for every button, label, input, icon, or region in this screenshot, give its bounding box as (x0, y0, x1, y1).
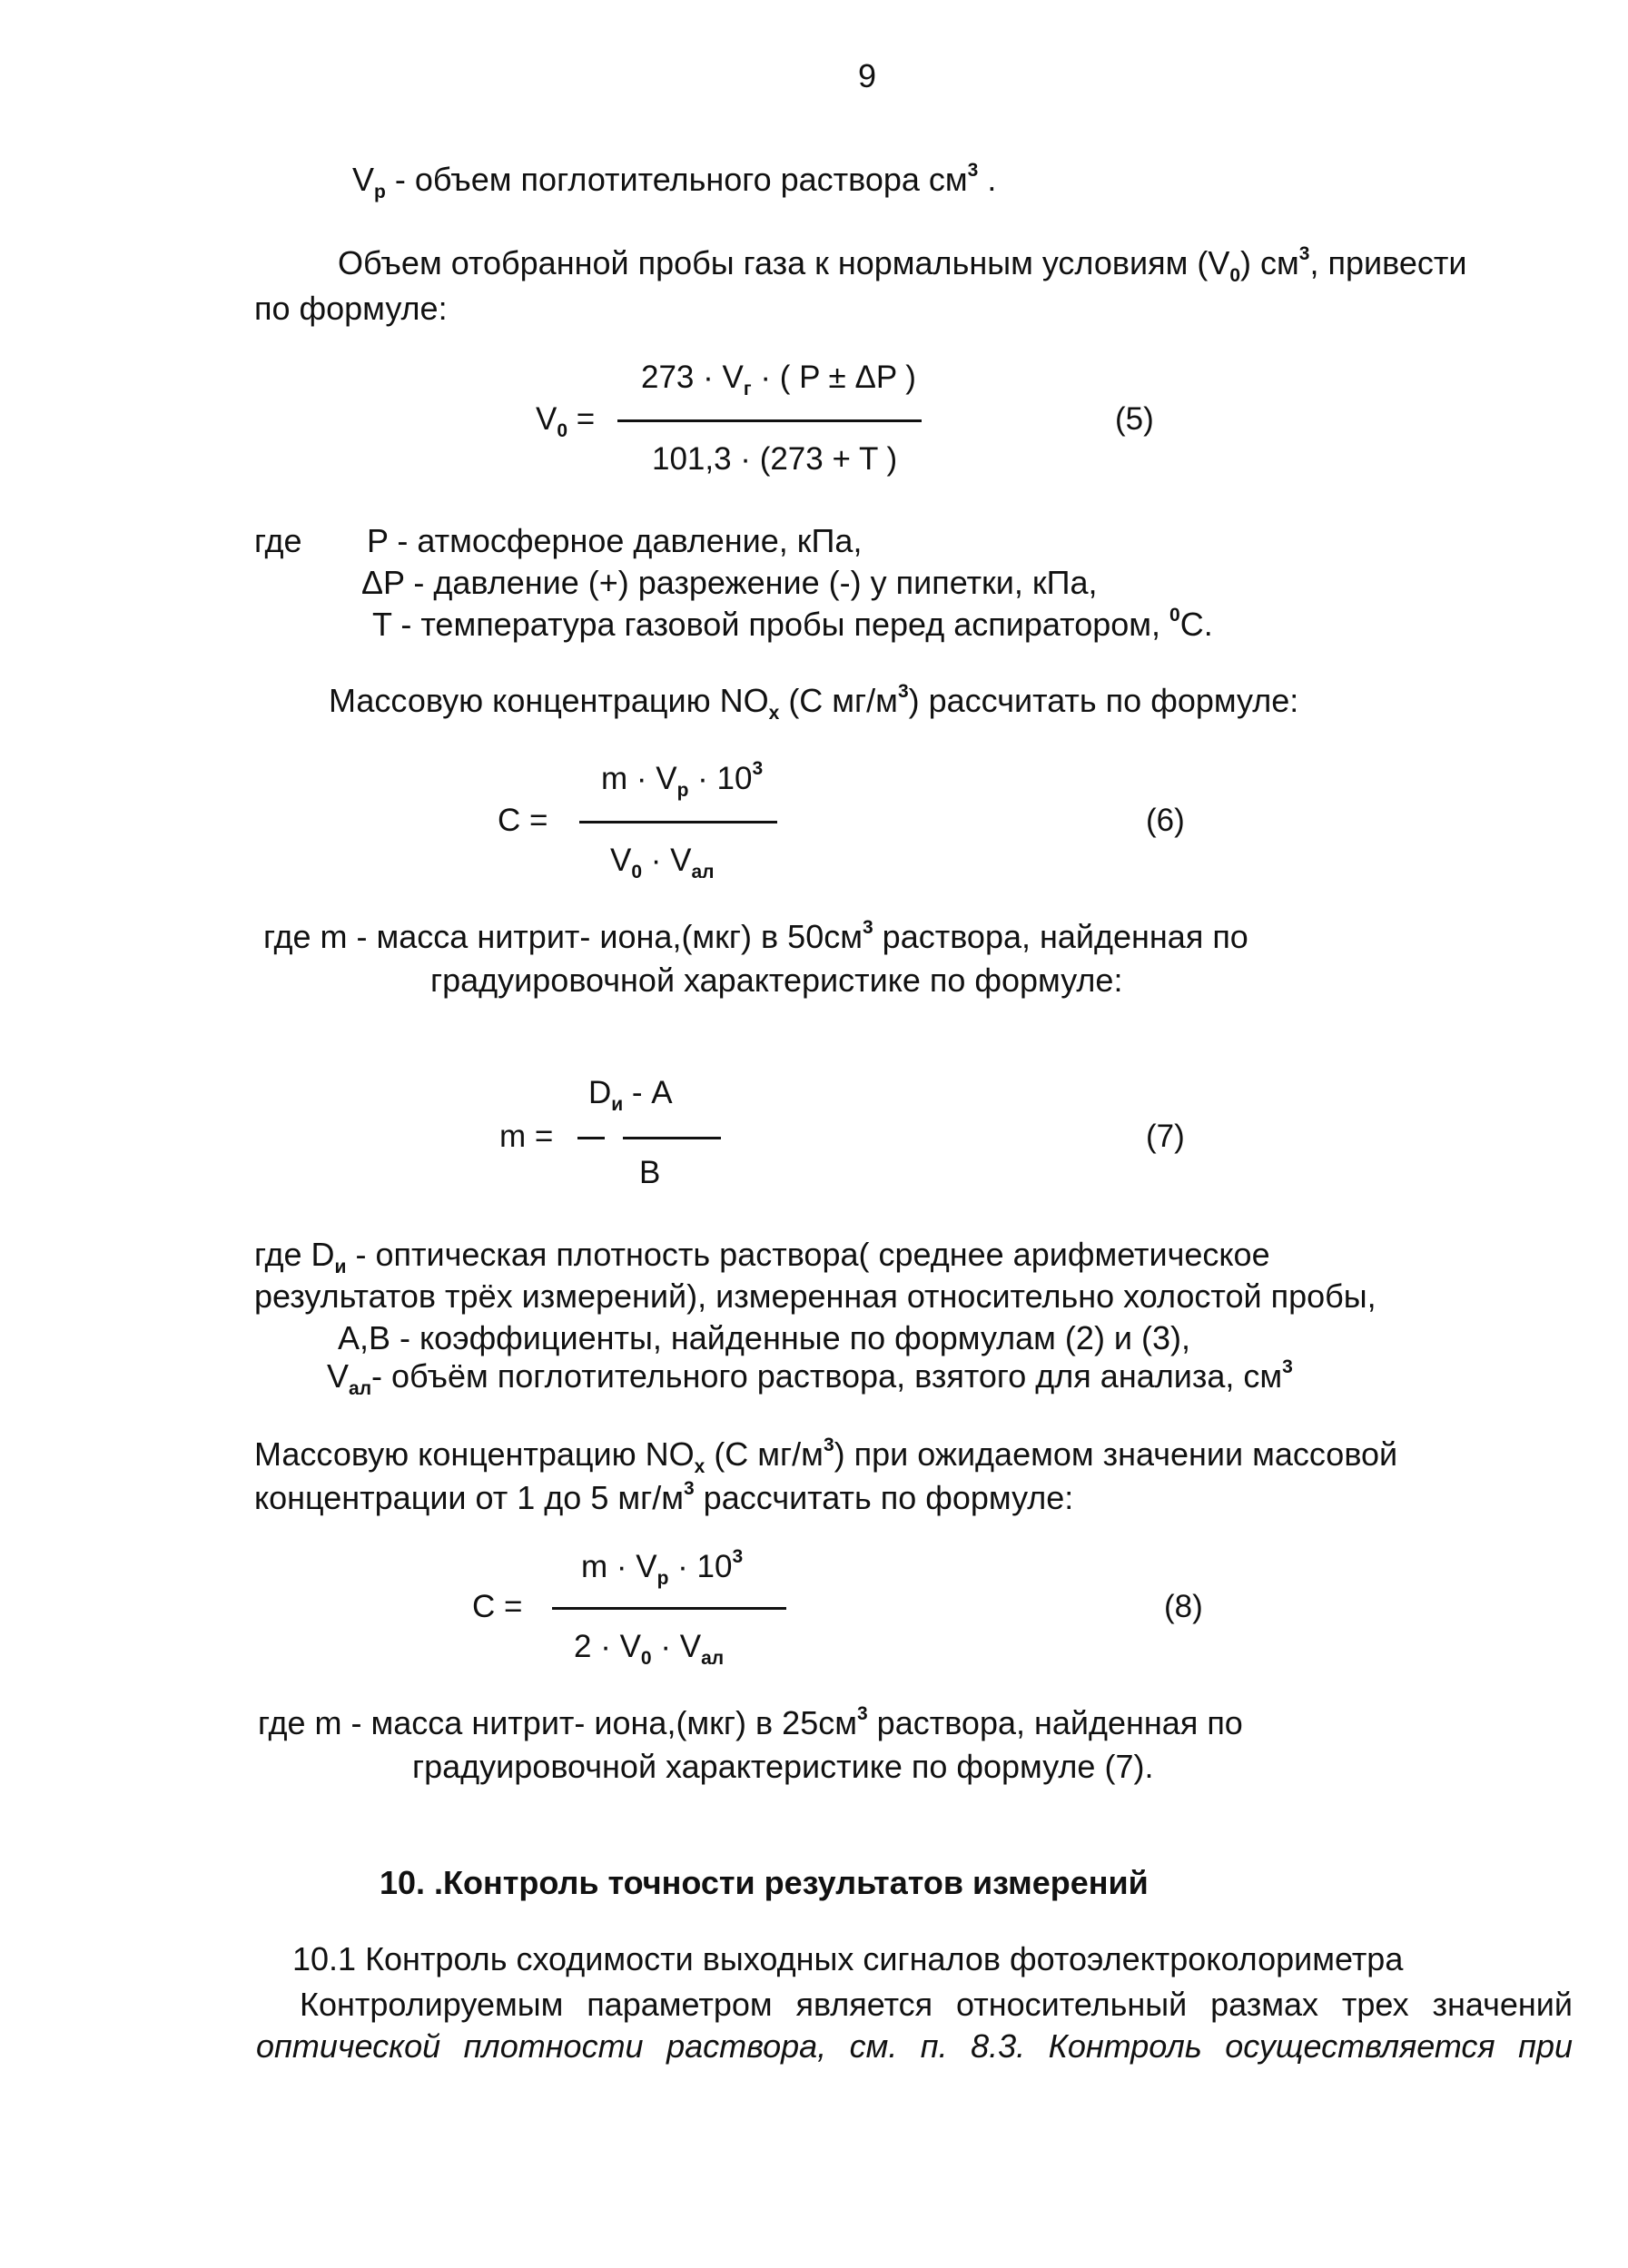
superscript: 3 (856, 1703, 868, 1724)
formula-5-lhs (536, 401, 596, 441)
page-number: 9 (858, 57, 877, 94)
text-run: рассчитать по формуле: (694, 1479, 1074, 1516)
text-run: ) при ожидаемом значении массовой (834, 1435, 1398, 1473)
vp-tail: . (978, 161, 997, 198)
formula-6-numerator (601, 758, 764, 801)
text-run: - температура газовой пробы перед аспиратором, (391, 606, 1170, 643)
text-run: (С мг/м (779, 682, 898, 719)
formula-7-fraction-bar-left (577, 1137, 605, 1139)
formula-6-lhs: C = (498, 803, 548, 838)
c8-paragraph-line1 (254, 1435, 1398, 1478)
text-run: 2 · V (574, 1629, 641, 1664)
text-run: - объём поглотительного раствора, взятого для анализа, см (371, 1357, 1283, 1395)
text-run: · 10 (688, 761, 753, 796)
text-run: где m - масса нитрит- иона,(мкг) в 50см (263, 918, 863, 955)
subscript: г (743, 379, 752, 399)
subscript: и (334, 1257, 347, 1278)
text-run: V (327, 1357, 350, 1395)
text-run: Массовую концентрацию NO (329, 682, 769, 719)
text-run: V (610, 843, 632, 878)
formula-8-label: (8) (1164, 1589, 1203, 1624)
formula-7-label: (7) (1146, 1119, 1185, 1154)
formula-5-denominator: 101,3 · (273 + T ) (652, 441, 898, 477)
subscript: ал (691, 862, 715, 883)
subscript: 0 (631, 862, 643, 883)
superscript: 3 (732, 1546, 744, 1568)
where-7-line4 (327, 1356, 1293, 1400)
superscript: 3 (752, 758, 764, 780)
formula-6-denominator (610, 843, 715, 883)
where-5-t (372, 605, 1213, 645)
subscript: р (676, 780, 689, 801)
subscript: р (656, 1568, 669, 1589)
subscript: 0 (1229, 265, 1241, 287)
subscript: ал (349, 1378, 372, 1400)
formula-8-fraction-bar (552, 1607, 786, 1610)
subscript: 0 (640, 1648, 652, 1669)
superscript: 3 (683, 1478, 695, 1499)
subscript: 0 (557, 420, 568, 441)
formula-5-numerator (641, 360, 916, 399)
formula-7-fraction-bar-right (623, 1137, 721, 1139)
text-run: Массовую концентрацию NO (254, 1435, 695, 1473)
vp-text: - объем поглотительного раствора см (385, 161, 968, 198)
superscript: 3 (897, 681, 909, 702)
where-7-line2: результатов трёх измерений), измеренная относительно холостой пробы, (254, 1277, 1376, 1315)
text-run: 273 · V (641, 360, 744, 395)
subsection-10-1-title: 10.1 Контроль сходимости выходных сигналов фотоэлектроколориметра (292, 1940, 1404, 1977)
superscript: 3 (1282, 1356, 1293, 1377)
where-6-line1 (263, 917, 1248, 957)
v0-paragraph-line2: по формуле: (254, 290, 448, 327)
superscript: 3 (1298, 243, 1310, 264)
where-5-gde: где (254, 522, 302, 559)
text-run: · 10 (668, 1549, 733, 1584)
formula-7-numerator (588, 1075, 673, 1115)
text-run: · V (651, 1629, 702, 1664)
text-run: T (372, 606, 392, 643)
subscript: ал (701, 1648, 725, 1669)
text-run: (С мг/м (705, 1435, 824, 1473)
section-10-heading: 10. .Контроль точности результатов измерений (380, 1864, 1149, 1901)
text-run: , привести (1309, 244, 1467, 281)
text-run: раствора, найденная по (873, 918, 1248, 955)
where-6-line2: градуировочной характеристике по формуле: (430, 961, 1123, 999)
text-run: концентрации от 1 до 5 мг/м (254, 1479, 684, 1516)
text-run: · ( P ± ΔP ) (751, 360, 916, 395)
formula-6-label: (6) (1146, 803, 1185, 838)
where-5-p: P - атмосферное давление, кПа, (367, 522, 863, 559)
subscript: и (611, 1094, 624, 1115)
where-8-line1 (258, 1703, 1243, 1743)
vp-superscript: 3 (967, 160, 979, 181)
subscript: x (694, 1456, 705, 1478)
text-run: где m - масса нитрит- иона,(мкг) в 25см (258, 1704, 857, 1741)
section-10-body-line2: оптической плотности раствора, см. п. 8.3. Контроль осуществляется при (256, 2027, 1573, 2065)
text-run: ) рассчитать по формуле: (908, 682, 1299, 719)
formula-6-fraction-bar (579, 821, 777, 823)
text-run: m · V (581, 1549, 657, 1584)
text-run: где D (254, 1236, 335, 1273)
where-7-line3: А,В - коэффициенты, найденные по формулам (2) и (3), (338, 1319, 1191, 1356)
subscript: x (768, 703, 780, 725)
c6-paragraph (329, 681, 1299, 725)
section-10-body-line1: Контролируемым параметром является относительный размах трех значений (300, 1986, 1573, 2023)
text-run: - оптическая плотность раствора( среднее арифметическое (346, 1236, 1270, 1273)
formula-7-lhs: m = (499, 1119, 554, 1154)
text-run: С. (1179, 606, 1213, 643)
text-run: раствора, найденная по (867, 1704, 1243, 1741)
vp-definition (352, 160, 997, 203)
v0-paragraph-line1 (338, 243, 1467, 287)
text-run: m · V (601, 761, 677, 796)
superscript: 3 (862, 917, 873, 938)
text-run: = (567, 401, 596, 437)
where-8-line2: градуировочной характеристике по формуле (7). (412, 1748, 1154, 1785)
text-run: D (588, 1075, 612, 1110)
where-5-dp: ΔP - давление (+) разрежение (-) у пипетки, кПа, (361, 564, 1098, 601)
where-7-line1 (254, 1235, 1270, 1278)
text-run: · V (642, 843, 692, 878)
text-run: Объем отобранной пробы газа к нормальным условиям (V (338, 244, 1230, 281)
text-run: V (536, 401, 557, 437)
superscript: 0 (1169, 605, 1180, 626)
formula-7-denominator: B (639, 1155, 661, 1190)
vp-symbol: V (352, 161, 375, 198)
text-run: - A (623, 1075, 673, 1110)
formula-8-denominator (574, 1629, 725, 1669)
formula-8-lhs: C = (472, 1589, 523, 1624)
formula-8-numerator (581, 1546, 744, 1589)
text-run: ) см (1240, 244, 1299, 281)
c8-paragraph-line2 (254, 1478, 1073, 1518)
formula-5-fraction-bar (617, 419, 922, 422)
vp-subscript: р (374, 182, 386, 203)
superscript: 3 (823, 1435, 834, 1455)
formula-5-label: (5) (1115, 401, 1154, 437)
